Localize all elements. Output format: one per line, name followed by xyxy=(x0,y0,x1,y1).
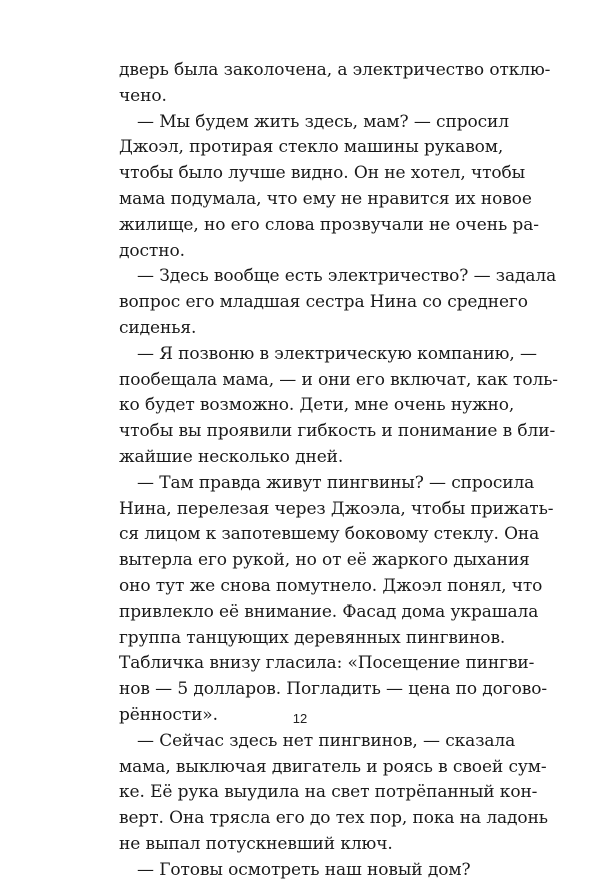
text-line: жайшие несколько дней. xyxy=(119,446,344,467)
text-line: оно тут же снова помутнело. Джоэл понял, что xyxy=(119,575,543,596)
text-line: жилище, но его слова прозвучали не очень ра- xyxy=(119,214,539,235)
page-number: 12 xyxy=(292,711,308,726)
text-line: вытерла его рукой, но от её жаркого дыхания xyxy=(119,550,530,571)
text-line: дверь была заколочена, а электричество отклю- xyxy=(119,60,551,80)
text-line: чтобы было лучше видно. Он не хотел, чтобы xyxy=(119,163,526,184)
text-line: рённости». xyxy=(119,704,218,725)
text-line: верт. Она трясла его до тех пор, пока на ладонь xyxy=(119,808,548,829)
text-line: — Сейчас здесь нет пингвинов, — сказала xyxy=(137,730,516,751)
text-line: ся лицом к запотевшему боковому стеклу. Она xyxy=(119,524,540,545)
text-line: привлекло её внимание. Фасад дома украшала xyxy=(119,601,539,622)
text-line: пообещала мама, — и они его включат, как толь- xyxy=(119,369,558,390)
text-line: мама, выключая двигатель и роясь в своей сум- xyxy=(119,756,547,777)
body-text xyxy=(119,58,558,884)
text-line: ко будет возможно. Дети, мне очень нужно, xyxy=(119,395,515,416)
text-line: Джоэл, протирая стекло машины рукавом, xyxy=(119,137,504,158)
text-line: — Там правда живут пингвины? — спросила xyxy=(137,472,535,493)
text-line: Нина, перелезая через Джоэла, чтобы прижать- xyxy=(119,498,554,519)
text-line: мама подумала, что ему не нравится их новое xyxy=(119,188,532,209)
text-line: Табличка внизу гласила: «Посещение пингви- xyxy=(119,653,535,674)
text-line: сиденья. xyxy=(119,317,197,338)
text-line: — Мы будем жить здесь, мам? — спросил xyxy=(137,111,509,132)
text-line: — Готовы осмотреть наш новый дом? xyxy=(137,859,471,880)
text-line: — Здесь вообще есть электричество? — задала xyxy=(137,266,557,287)
text-line: группа танцующих деревянных пингвинов. xyxy=(119,627,506,648)
text-line: ке. Её рука выудила на свет потрёпанный кон- xyxy=(119,782,538,803)
text-line: вопрос его младшая сестра Нина со среднего xyxy=(119,292,528,313)
text-line: — Я позвоню в электрическую компанию, — xyxy=(137,343,537,364)
text-line: чтобы вы проявили гибкость и понимание в бли- xyxy=(119,421,556,442)
text-line: чено. xyxy=(119,85,167,106)
text-line: нов — 5 долларов. Погладить — цена по догово- xyxy=(119,679,547,700)
text-line: не выпал потускневший ключ. xyxy=(119,833,393,854)
text-line: достно. xyxy=(119,240,185,261)
